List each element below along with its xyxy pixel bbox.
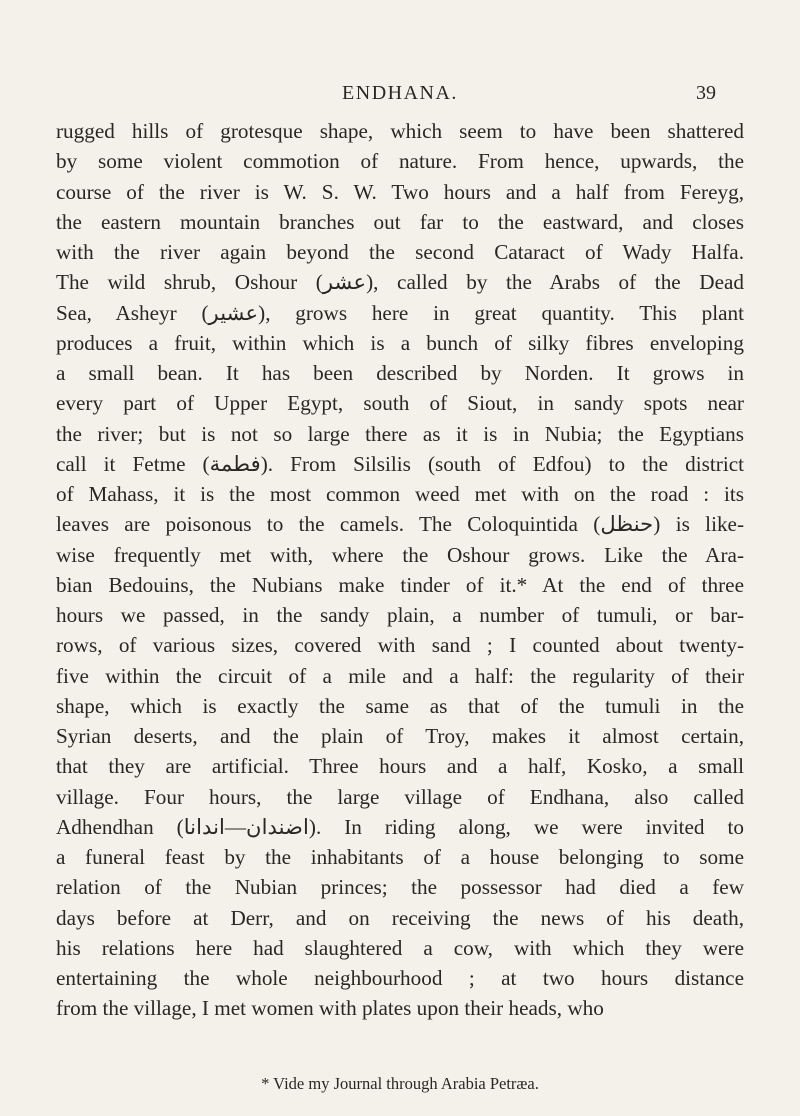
text-line: call it Fetme (فطمة). From Silsilis (south of Edfou) to the district [56, 451, 744, 476]
text-line: course of the river is W. S. W. Two hours and a half from Fereyg, [56, 179, 744, 204]
text-line: Adhendhan (اضندان—اندانا). In riding along, we were invited to [56, 814, 744, 839]
text-line: a funeral feast by the inhabitants of a house belonging to some [56, 845, 744, 869]
text-line: village. Four hours, the large village of Endhana, also called [56, 784, 744, 809]
text-line: every part of Upper Egypt, south of Siout, in sandy spots near [56, 391, 744, 416]
text-line: entertaining the whole neighbourhood ; at two hours distance [56, 966, 744, 990]
text-line: shape, which is exactly the same as that of the tumuli in the [56, 693, 744, 718]
footnote: * Vide my Journal through Arabia Petræa. [261, 1074, 539, 1093]
text-line: rows, of various sizes, covered with sand ; I counted about twenty- [56, 633, 744, 658]
text-line: produces a fruit, within which is a bunch of silky fibres enveloping [56, 330, 744, 355]
text-line: relation of the Nubian princes; the possessor had died a few [56, 875, 744, 900]
text-line: five within the circuit of a mile and a half: the regularity of their [56, 663, 744, 688]
text-line: by some violent commotion of nature. From hence, upwards, the [56, 149, 744, 174]
text-line: with the river again beyond the second Cataract of Wady Halfa. [56, 240, 744, 264]
text-line: days before at Derr, and on receiving the news of his death, [56, 905, 744, 930]
text-line: his relations here had slaughtered a cow, with which they were [56, 935, 744, 960]
text-line: a small bean. It has been described by Norden. It grows in [56, 361, 744, 385]
text-line: Sea, Asheyr (عشير), grows here in great quantity. This plant [56, 300, 744, 325]
body-text [56, 116, 744, 1024]
text-line: from the village, I met women with plates upon their heads, who [56, 996, 604, 1021]
page-header [0, 82, 800, 108]
text-line: leaves are poisonous to the camels. The Coloquintida (حنظل) is like- [56, 512, 745, 537]
text-line: of Mahass, it is the most common weed met with on the road : its [56, 482, 744, 506]
text-line: the river; but is not so large there as it is in Nubia; the Egyptians [56, 421, 744, 446]
text-line: Syrian deserts, and the plain of Troy, makes it almost certain, [56, 724, 744, 748]
text-line: rugged hills of grotesque shape, which seem to have been shattered [56, 119, 744, 143]
text-line: hours we passed, in the sandy plain, a number of tumuli, or bar- [56, 603, 744, 627]
text-line: wise frequently met with, where the Oshour grows. Like the Ara- [56, 542, 744, 567]
text-line: that they are artificial. Three hours and a half, Kosko, a small [56, 754, 744, 779]
text-line: The wild shrub, Oshour (عشر), called by the Arabs of the Dead [56, 270, 744, 295]
running-title: ENDHANA. [342, 82, 458, 104]
text-line: the eastern mountain branches out far to the eastward, and closes [56, 209, 744, 234]
text-line: bian Bedouins, the Nubians make tinder of it.* At the end of three [56, 572, 744, 597]
page-number: 39 [696, 82, 716, 104]
